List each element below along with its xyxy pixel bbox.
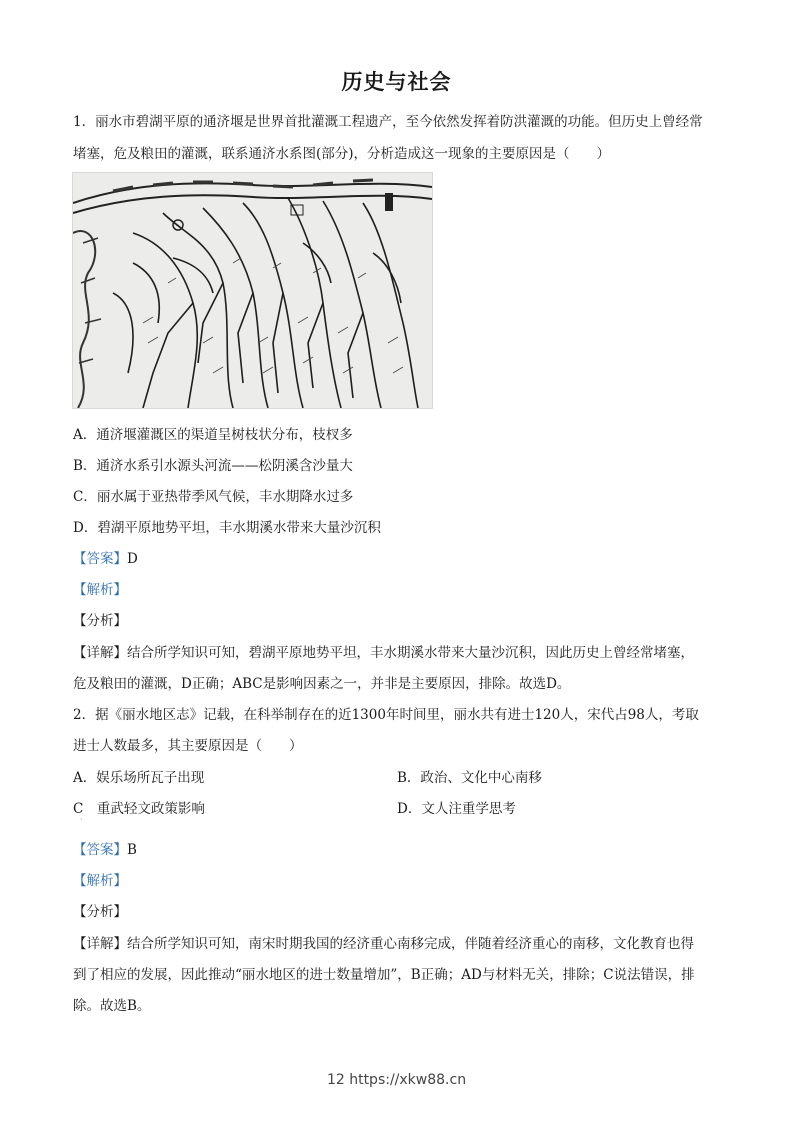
q2-detail-line1 [73, 932, 694, 952]
q2-analysis-line [73, 869, 127, 889]
q1-fenxi-line [73, 609, 127, 629]
q2-option-a: A．娱乐场所瓦子出现 [73, 770, 205, 786]
page-title: 历史与社会 [341, 70, 452, 94]
q2-analysis-tag: 【解析】 [73, 873, 127, 889]
q2-detail-text1: 结合所学知识可知，南宋时期我国的经济重心南移完成，伴随着经济重心的南移，文化教育也得 [127, 936, 694, 952]
q2-answer-value: B [127, 842, 137, 858]
q1-answer-tag: 【答案】 [73, 551, 127, 567]
q1-detail-line1 [73, 641, 694, 661]
q2-detail-tag: 【详解】 [73, 936, 127, 952]
q1-option-b: B．通济水系引水源头河流——松阴溪含沙量大 [73, 458, 353, 474]
q1-analysis-tag: 【解析】 [73, 582, 127, 598]
q2-option-c: C 重武轻文政策影响 [73, 801, 205, 817]
tongji-water-system-map [72, 172, 433, 409]
q1-stem-line2: 堵塞，危及粮田的灌溉，联系通济水系图(部分)，分析造成这一现象的主要原因是（ ） [73, 146, 611, 162]
q2-option-d: D．文人注重学思考 [397, 801, 516, 817]
q1-option-a: A．通济堰灌溉区的渠道呈树枝状分布，枝杈多 [73, 427, 353, 443]
q2-answer-line [73, 838, 137, 858]
q1-stem-line1: 1．丽水市碧湖平原的通济堰是世界首批灌溉工程遗产，至今依然发挥着防洪灌溉的功能。但历史上曾经常 [73, 114, 703, 130]
q2-stem-line2: 进士人数最多，其主要原因是（ ） [73, 738, 303, 754]
q1-answer-value: D [127, 551, 138, 567]
q1-fenxi-tag: 【分析】 [73, 613, 127, 629]
page-footer: 12 https://xkw88.cn [326, 1072, 467, 1088]
q1-analysis-line [73, 578, 127, 598]
q2-stem-line1: 2．据《丽水地区志》记载，在科举制存在的近1300年时间里，丽水共有进士120人，宋代占98人，考取 [73, 707, 699, 723]
q1-option-d: D．碧湖平原地势平坦，丰水期溪水带来大量沙沉积 [73, 520, 381, 536]
q1-option-c: C．丽水属于亚热带季风气候，丰水期降水过多 [73, 489, 354, 505]
q2-fenxi-tag: 【分析】 [73, 904, 127, 920]
q2-detail-line2: 到了相应的发展，因此推动“丽水地区的进士数量增加”，B正确；AD与材料无关，排除；C说法错误，排 [73, 967, 695, 983]
q2-detail-line3: 除。故选B。 [73, 998, 151, 1014]
q1-detail-line2: 危及粮田的灌溉，D正确；ABC是影响因素之一，并非是主要原因，排除。故选D。 [73, 676, 571, 692]
map-drawing [73, 173, 432, 408]
q2-fenxi-line [73, 900, 127, 920]
q1-answer-line [73, 547, 138, 567]
q2-option-b: B．政治、文化中心南移 [397, 770, 542, 786]
stray-mark: · [80, 815, 83, 824]
q1-detail-text1: 结合所学知识可知，碧湖平原地势平坦，丰水期溪水带来大量沙沉积，因此历史上曾经常堵塞， [127, 645, 694, 661]
q1-detail-tag: 【详解】 [73, 645, 127, 661]
q2-answer-tag: 【答案】 [73, 842, 127, 858]
